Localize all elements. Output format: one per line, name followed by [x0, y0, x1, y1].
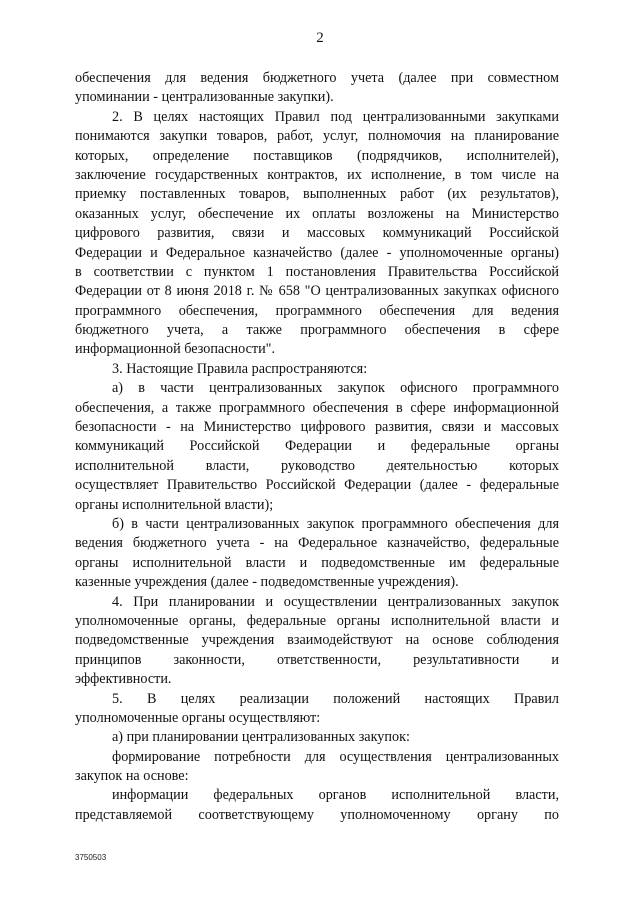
text-line: цифрового развития, связи и массовых коммуникаций Российской	[75, 225, 559, 242]
text-line: информационной безопасности".	[75, 341, 275, 358]
text-line: 2. В целях настоящих Правил под централизованными закупками	[112, 108, 559, 125]
text-line: 3. Настоящие Правила распространяются:	[112, 360, 368, 377]
text-line: органы исполнительной власти и подведомственные им федеральные	[75, 554, 559, 571]
text-line: бюджетного учета, а также программного обеспечения в сфере	[75, 322, 559, 339]
text-line: обеспечения для ведения бюджетного учета (далее при совместном	[75, 70, 559, 86]
text-line: а) в части централизованных закупок офисного программного	[112, 380, 559, 397]
text-line: уполномоченные органы осуществляют:	[75, 709, 321, 726]
text-line: Федерации и Федеральное казначейство (далее - уполномоченные органы)	[75, 244, 559, 261]
text-line: приемку поставленных товаров, выполненных работ (их результатов),	[75, 186, 559, 203]
text-line: в соответствии с пунктом 1 постановления Правительства Российской	[75, 263, 559, 280]
text-line: Федерации от 8 июня 2018 г. № 658 "О централизованных закупках офисного	[75, 283, 559, 300]
text-line: 4. При планировании и осуществлении централизованных закупок	[112, 593, 559, 610]
text-line: информации федеральных органов исполнительной власти,	[112, 787, 559, 804]
text-line: принципов законности, ответственности, результативности и	[75, 651, 559, 668]
text-line: заключение государственных контрактов, их исполнение, в том числе на	[75, 166, 559, 183]
text-line: обеспечения, а также программного обеспечения в сфере информационной	[75, 399, 559, 416]
text-line: безопасности - на Министерство цифрового развития, связи и массовых	[75, 419, 559, 436]
text-line: закупок на основе:	[75, 768, 189, 785]
document-code: 3750503	[75, 853, 107, 862]
text-line: б) в части централизованных закупок программного обеспечения для	[112, 515, 559, 532]
text-line: коммуникаций Российской Федерации и федеральные органы	[75, 438, 559, 455]
text-line: органы исполнительной власти);	[75, 496, 274, 513]
text-line: ведения бюджетного учета - на Федеральное казначейство, федеральные	[75, 535, 559, 552]
text-line: 5. В целях реализации положений настоящих Правил	[112, 690, 559, 707]
text-line: подведомственные учреждения взаимодействуют на основе соблюдения	[75, 632, 559, 649]
text-line: представляемой соответствующему уполномоченному органу по	[75, 806, 559, 823]
document-body	[75, 69, 559, 825]
text-line: казенные учреждения (далее - подведомственные учреждения).	[75, 574, 459, 591]
text-line: а) при планировании централизованных закупок:	[112, 729, 410, 746]
text-line: осуществляет Правительство Российской Федерации (далее - федеральные	[75, 477, 559, 494]
page-number: 2	[316, 30, 324, 46]
text-line: которых, определение поставщиков (подрядчиков, исполнителей),	[75, 147, 559, 164]
text-line: уполномоченные органы, федеральные органы исполнительной власти и	[75, 612, 559, 629]
text-line: исполнительной власти, руководство деятельностью которых	[75, 457, 559, 474]
text-line: упоминании - централизованные закупки).	[75, 89, 334, 106]
text-line: программного обеспечения, программного обеспечения для ведения	[75, 302, 559, 319]
text-line: оказанных услуг, обеспечение их оплаты возложены на Министерство	[75, 205, 559, 222]
text-line: эффективности.	[75, 671, 172, 688]
text-line: формирование потребности для осуществления централизованных	[112, 748, 559, 765]
text-line: понимаются закупки товаров, работ, услуг, полномочия на планирование	[75, 128, 559, 145]
